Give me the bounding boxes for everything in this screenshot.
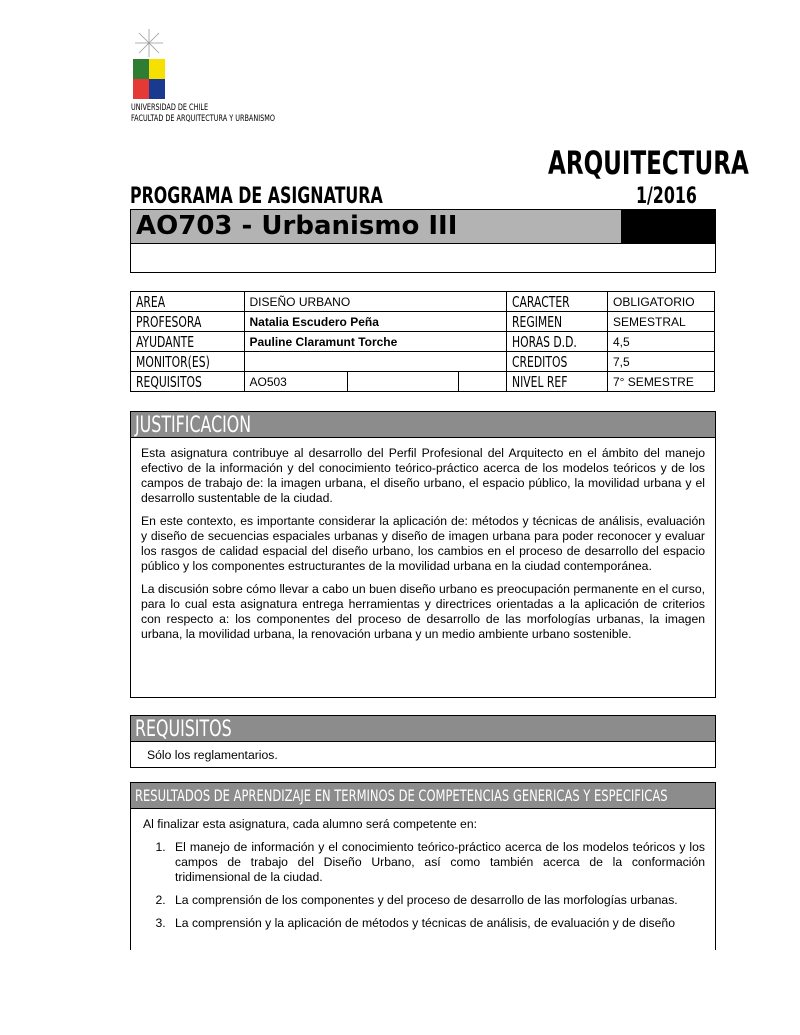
regimen-value: SEMESTRAL: [608, 312, 715, 332]
section-title: JUSTIFICACION: [135, 413, 252, 438]
profesora-label: PROFESORA: [136, 312, 202, 331]
creditos-label: CREDITOS: [511, 352, 568, 371]
nivel-value: 7° SEMESTRE: [608, 372, 715, 392]
monitor-label: MONITOR(ES): [136, 352, 210, 371]
paragraph: Esta asignatura contribuye al desarrollo del Perfil Profesional del Arquitecto en el ámbito del manejo efectivo de la información y del conocimiento teórico-práctico acerca de los modelos teóricos y de los campos de trabajo de: la imagen urbana, el diseño urbano, el espacio público, la movilidad urbana y el desarrollo sustentable de la ciudad.: [141, 446, 705, 505]
faculty-name: FACULTAD DE ARQUITECTURA Y URBANISMO: [131, 114, 275, 124]
caracter-value: OBLIGATORIO: [608, 292, 715, 312]
monitor-value: [244, 352, 506, 372]
requisitos-text: Sólo los reglamentarios.: [147, 748, 278, 762]
list-item: 1. El manejo de información y el conocimiento teórico-práctico acerca de los modelos teóricos y los campos de trabajo del Diseño Urbano, así como también acerca de la conformación tridimensional de la ciudad.: [169, 840, 705, 885]
course-title-box: [130, 209, 716, 273]
area-value: DISEÑO URBANO: [244, 292, 506, 312]
ayudante-label: AYUDANTE: [136, 332, 195, 351]
requisitos-section: [130, 715, 716, 768]
career-title: ARQUITECTURA: [548, 144, 749, 182]
paragraph: La discusión sobre cómo llevar a cabo un buen diseño urbano es preocupación permanente en el curso, para lo cual esta asignatura entrega herramientas y directrices orientadas a la aplicación de criterios con respecto a: los componentes del proceso de desarrollo de las morfologías urbanas, la imagen urbana, la movilidad urbana, la renovación urbana y un medio ambiente urbano sostenible.: [141, 582, 705, 641]
university-name: UNIVERSIDAD DE CHILE: [131, 103, 209, 113]
list-item: 3. La comprensión y la aplicación de métodos y técnicas de análisis, de evaluación y de diseño: [169, 916, 705, 931]
justificacion-section: [130, 411, 716, 698]
empty-cell: [347, 372, 458, 392]
results-list: [143, 840, 705, 931]
course-info-table: [130, 291, 715, 392]
requisitos-label: REQUISITOS: [136, 372, 202, 391]
course-title: AO703 - Urbanismo III: [136, 211, 458, 241]
ayudante-value: Pauline Claramunt Torche: [244, 332, 506, 352]
area-label: AREA: [136, 292, 166, 311]
empty-cell: [458, 372, 506, 392]
regimen-label: REGIMEN: [511, 312, 563, 331]
section-title: REQUISITOS: [135, 717, 232, 742]
horas-value: 4,5: [608, 332, 715, 352]
creditos-value: 7,5: [608, 352, 715, 372]
profesora-value: Natalia Escudero Peña: [244, 312, 506, 332]
institution-name: [131, 102, 331, 124]
section-title: RESULTADOS DE APRENDIZAJE EN TERMINOS DE COMPETENCIAS GENERICAS Y ESPECIFICAS: [135, 786, 668, 805]
requisitos-value: AO503: [244, 372, 347, 392]
paragraph: En este contexto, es importante considerar la aplicación de: métodos y técnicas de análisis, evaluación y diseño de secuencias espaciales urbanas y diseño de imagen urbana para poder reconocer y evaluar los rasgos de calidad espacial del diseño urbano, los cambios en el proceso de desarrollo del espacio público y los componentes estructurantes de la movilidad urbana en la ciudad contemporánea.: [141, 514, 705, 573]
nivel-label: NIVEL REF: [511, 372, 568, 391]
university-logo: [131, 27, 167, 103]
caracter-label: CARACTER: [511, 292, 570, 311]
horas-label: HORAS D.D.: [511, 332, 577, 351]
intro-text: Al finalizar esta asignatura, cada alumno será competente en:: [143, 817, 477, 831]
semester: 1/2016: [636, 184, 697, 209]
list-item: 2. La comprensión de los componentes y del proceso de desarrollo de las morfologías urbanas.: [169, 893, 705, 908]
doc-type: PROGRAMA DE ASIGNATURA: [130, 184, 383, 209]
